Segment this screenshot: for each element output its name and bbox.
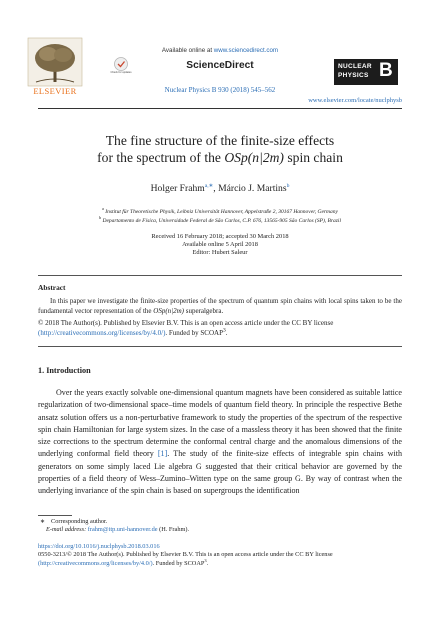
article-title: [38, 132, 402, 166]
available-online-line: [120, 47, 320, 54]
title-line-2-prefix: for the spectrum of the: [97, 150, 225, 165]
corresponding-author-note: [38, 518, 402, 526]
sciencedirect-wordmark: ScienceDirect: [186, 60, 254, 71]
available-date: Available online 5 April 2018: [182, 241, 258, 249]
title-line-2-suffix: spin chain: [283, 150, 343, 165]
issn-line: 0550-3213/© 2018 The Author(s). Published by Elsevier B.V. This is an open access article under the CC BY license: [38, 551, 333, 559]
footnote: [38, 518, 402, 535]
page-footer: [38, 543, 402, 568]
abstract-funded-end: .: [225, 328, 228, 337]
abstract-funded-sup: 3: [222, 327, 226, 334]
footnote-rule: [38, 515, 72, 516]
author-1-marks[interactable]: a,∗: [204, 182, 214, 189]
check-updates-label: Check for updates: [110, 71, 132, 74]
footer-funded-sup: 3: [204, 557, 207, 563]
abstract-bottom-rule: [38, 346, 402, 347]
author-1: Holger Frahm: [150, 183, 205, 194]
elsevier-wordmark: ELSEVIER: [33, 86, 77, 96]
email-note: [38, 526, 402, 534]
title-line-2: [38, 149, 402, 166]
footnote-mark: ∗: [40, 519, 46, 525]
footer-funded: . Funded by SCOAP: [152, 559, 205, 567]
abstract-text-1: In this paper we investigate the finite-size properties of the spectrum of quantum spin chains with local spins taken to be the fundamental vector representation of the: [38, 297, 402, 315]
affiliation-b-mark: b: [99, 214, 102, 220]
journal-homepage-link[interactable]: www.elsevier.com/locate/nuclphysb: [308, 97, 402, 104]
doi-link[interactable]: https://doi.org/10.1016/j.nuclphysb.2018.03.016: [38, 543, 160, 550]
journal-logo-line1: NUCLEAR: [338, 63, 372, 70]
affiliation-b-text: Departamento de Física, Universidade Federal de São Carlos, C.P. 676, 13565-905 São Carlos (SP), Brazil: [102, 217, 341, 224]
elsevier-logo: [22, 36, 88, 96]
email-name: (H. Frahm).: [157, 526, 190, 534]
intro-paragraph: [38, 387, 402, 497]
footer-license-line: [38, 557, 402, 568]
author-2: Márcio J. Martins: [218, 183, 287, 194]
abstract-license-text: © 2018 The Author(s). Published by Elsevier B.V. This is an open access article under the CC BY license: [38, 319, 334, 327]
check-for-updates-badge[interactable]: [110, 56, 132, 76]
author-list: [38, 183, 402, 194]
abstract-body: [38, 297, 402, 316]
abstract-license-link[interactable]: (http://creativecommons.org/licenses/by/4.0/): [38, 328, 166, 337]
editor-line: Editor: Hubert Saleur: [192, 249, 248, 257]
intro-text-b: . The study of the finite-size effects of integrable spin chains with generators on some simply laced Lie algebra G suggested that their critical behavior are governed by the properties of a field theory of Wess–Zumino–Witten type on the same group G. By way of contrast when the underlying invariance of the spin chain is based on supergroups the identification: [38, 449, 402, 495]
affiliation-a-text: Institut für Theoretische Physik, Leibniz Universität Hannover, Appelstraße 2, 30167 Hannover, Germany: [105, 209, 338, 215]
author-separator: ,: [213, 183, 219, 194]
affiliations: [38, 208, 402, 225]
abstract-license: [38, 319, 402, 338]
received-date: Received 16 February 2018; accepted 30 March 2018: [151, 233, 289, 240]
journal-logo: [334, 59, 398, 85]
footer-funded-end: .: [206, 559, 209, 567]
email-link[interactable]: frahm@itp.uni-hannover.de: [87, 526, 158, 534]
journal-logo-line2: PHYSICS: [338, 72, 369, 79]
abstract-math: OSp(n|2m): [153, 306, 184, 315]
affiliation-a-mark: a: [102, 206, 104, 212]
intro-text-a: Over the years exactly solvable one-dimensional quantum magnets have been considered as suitable lattice regularization of two-dimensional space–time models of quantum field theory. In principle the respective Bethe ansatz solution offers us a non-perturbative framework to study the properties of the spectrum of the respective spin chain Hamiltonian for large system sizes. In the case of a massless theory it has been showed that the finite size corrections to the spectrum determine the conformal central charge and the anomalous dimensions of the underlying conformal field theory: [38, 388, 402, 459]
corresponding-author-text: Corresponding author.: [51, 518, 108, 525]
article-dates: [38, 233, 402, 258]
author-2-marks[interactable]: b: [286, 182, 290, 189]
header-rule: [38, 108, 402, 109]
journal-citation[interactable]: Nuclear Physics B 930 (2018) 545–562: [164, 86, 276, 94]
title-math: OSp(n|2m): [224, 150, 284, 165]
email-label: E-mail address:: [46, 526, 88, 534]
section-heading: 1. Introduction: [38, 366, 91, 375]
sciencedirect-link[interactable]: www.sciencedirect.com: [213, 47, 279, 54]
affiliation-b: [38, 214, 402, 226]
abstract-text-2: superalgebra.: [183, 306, 224, 315]
footer-license-link[interactable]: (http://creativecommons.org/licenses/by/4.0/): [38, 559, 153, 567]
title-line-1: The fine structure of the finite-size effects: [105, 133, 335, 148]
available-online-prefix: Available online at: [161, 47, 214, 54]
affiliation-a: [38, 208, 402, 217]
abstract-heading: Abstract: [38, 283, 66, 292]
journal-logo-letter: B: [379, 60, 393, 81]
reference-1-link[interactable]: [1]: [157, 449, 168, 459]
abstract-top-rule: [38, 275, 402, 276]
abstract-funded: . Funded by SCOAP: [165, 328, 223, 337]
